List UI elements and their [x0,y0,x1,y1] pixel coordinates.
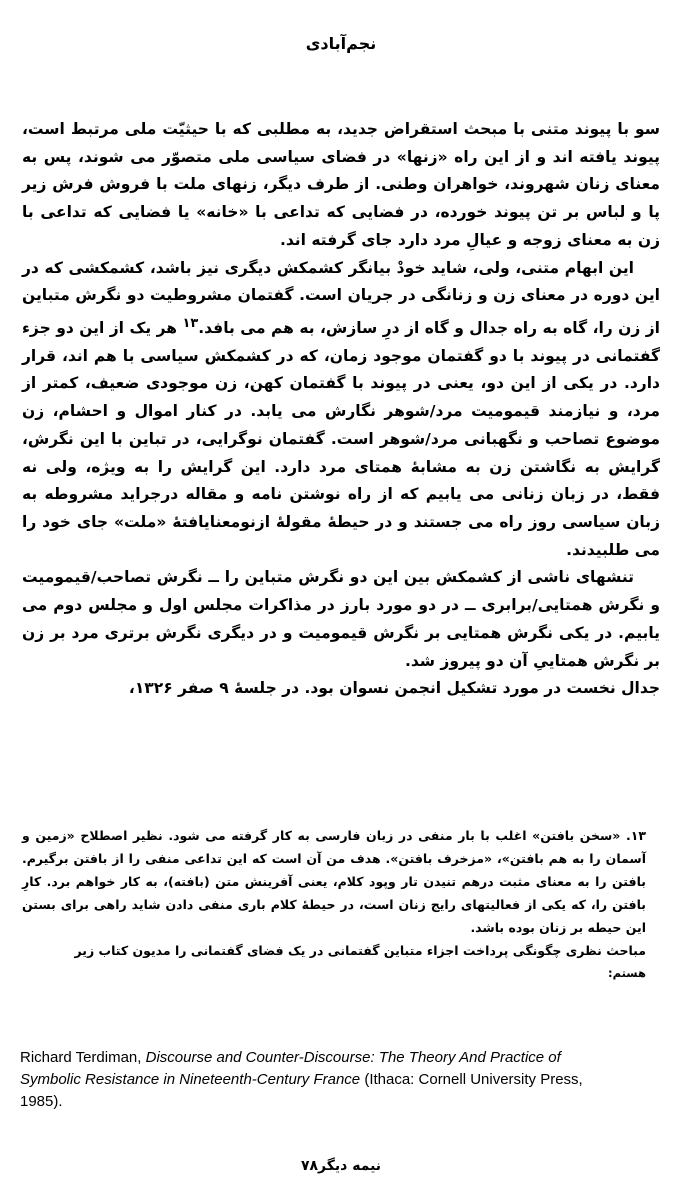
paragraph-4: جدال نخست در مورد تشکیل انجمن نسوان بود. در جلسهٔ ۹ صفر ۱۳۲۶، [128,679,660,698]
footnote-marker-13[interactable]: ۱۳ [182,315,199,331]
paragraph-1: سو با پیوند متنی با مبحث استقراض جدید، به مطلبی که با حیثیّت ملی مرتبط است، پیوند یافته اند و از این راه «زنها» در فضای سیاسی ملی متصوّر می شوند، پس به معنای زنان شهروند، خواهران وطنی. از طرف دیگر، زنهای ملت با فروش فرش زیر پا و لباس بر تن پیوند خورده، در فضایی که تداعی با «خانه» یا فضایی که تداعی با زن به معنای زوجه و عیالِ مرد دارد جای گرفته اند. [22,120,660,249]
paragraph-2-continued: هر یک از این دو جزء گفتمانی در پیوند با دو گفتمان موجود زمان، که در کشمکش سیاسی با هم اند، قرار دارد. در یکی از این دو، یعنی در پیوند با گفتمان کهن، زن موجودی ضعیف، کمتر از مرد، و نیازمند قیمومیت مرد/شوهر نگارش می یابد. در کنار اموال و احشام، زن موضوع تصاحب و نگهبانی مرد/شوهر است. گفتمان نوگرایی، در تباین با این نگرش، گرایش به نگاشتن زن به مشابهٔ همتای مرد دارد. این گرایش را به ویژه، ولی نه فقط، در زبان زنانی می یابیم که از راه نوشتن نامه و مقاله درجراید مشروطه به زبان سیاسی روز راه می جستند و در حیطهٔ مقولهٔ ازنومعنایافتهٔ «ملت» جای خود را می طلبیدند. [22,319,660,559]
reference-publisher: (Ithaca: Cornell University Press, 1985). [20,1071,583,1110]
paragraph-2-text: این ابهام متنی، ولی، شاید خودْ بیانگر کشمکش دیگری نیز باشد، کشمکشی که در این دوره در معنای زن و زنانگی در جریان است. گفتمان مشروطیت دو نگرش متباین از زن را، گاه به راه جدال و گاه از درِ سازش، به هم می بافد. [22,258,660,338]
page-footer-number: نیمه دیگر۷۸ [300,1158,382,1174]
running-header-author: نجم‌آبادی [305,34,377,53]
reference-title: Discourse and Counter-Discourse: The Theory And Practice of Symbolic Resistance in Nineteenth-Century France [20,1049,561,1088]
footnotes-section [22,824,646,985]
footnote-13: ۱۳. «سخن بافتن» اغلب با بار منفی در زبان فارسی به کار گرفته می شود. نظیر اصطلاح «زمین و آسمان را به هم بافتن»، «مزخرف بافتن». هدف من آن است که این تداعی منفی را از بافتن برگیرم. بافتن را به معنای مثبت درهم تنیدن تار وپود کلام، یعنی آفرینش متن (بافته)، به کار خواهم برد. کارِ بافتن را، که یکی از فعالیتهای رایج زنان است، در حیطهٔ کلام باری منفی دادن شاید راهی برای بستن این حیطه بر زنان بوده باشد. [22,828,646,935]
bibliographic-reference [20,1047,620,1113]
footnote-13-end: هستم: [608,966,646,980]
reference-author: Richard Terdiman, [20,1049,146,1066]
paragraph-2 [22,255,660,565]
paragraph-3: تنشهای ناشی از کشمکش بین این دو نگرش متباین را ــ نگرش تصاحب/قیمومیت و نگرش همتایی/برابری ــ در دو مورد بارز در مذاکرات مجلس اول و مجلس دوم می یابیم. در یکی نگرش همتایی بر نگرش قیمومیت و در دیگری نگرش برتری مرد بر زن بر نگرش همتاییِ آن دو پیروز شد. [22,568,660,670]
footnote-13-continued: مباحث نظری چگونگی پرداخت اجزاء متباین گفتمانی در یک فضای گفتمانی را مدیون کتاب زیر [74,943,646,958]
main-body-text [22,116,660,703]
